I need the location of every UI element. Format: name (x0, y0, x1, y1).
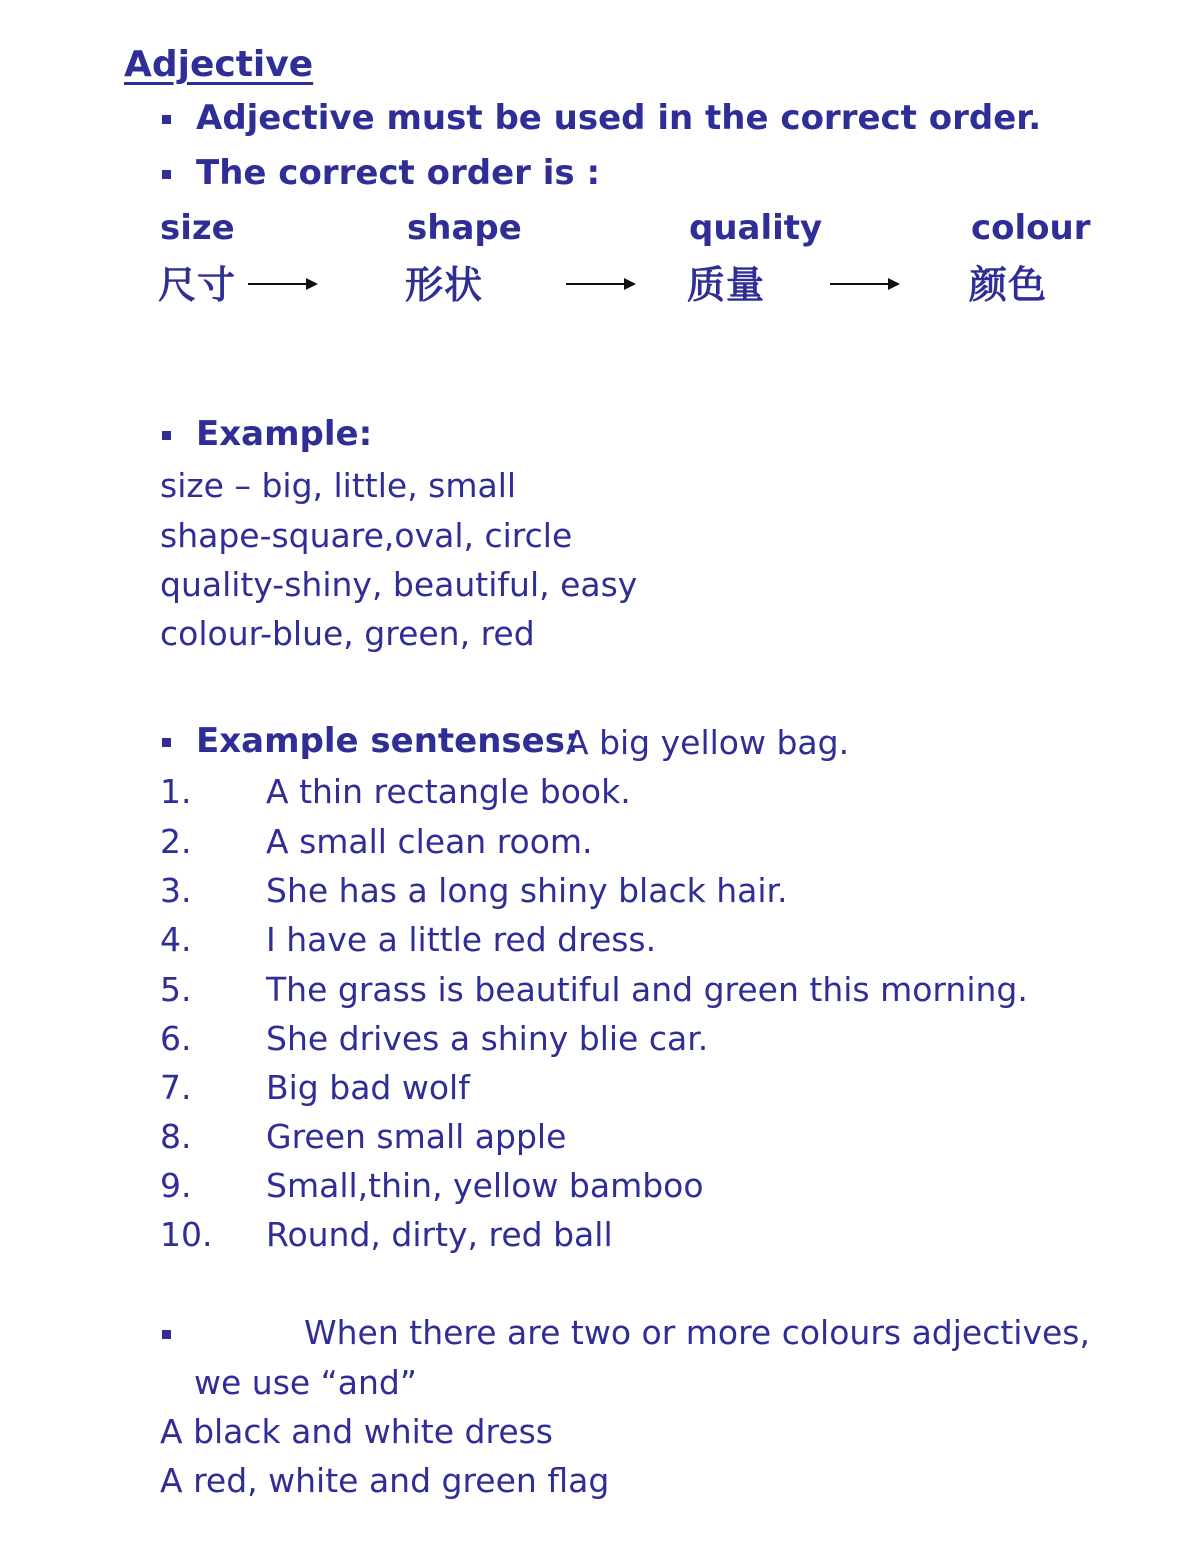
list-item: Round, dirty, red ball (266, 1215, 613, 1254)
list-item-number: 9. (160, 1166, 192, 1205)
list-item: Green small apple (266, 1117, 567, 1156)
bullet-marker (162, 170, 171, 179)
rule-bullet-2: The correct order is : (196, 153, 601, 193)
bullet-marker (162, 115, 171, 124)
example-line: colour-blue, green, red (160, 614, 535, 653)
order-shape-cn: 形状 (405, 263, 484, 307)
sentences-heading: Example sentenses: (196, 721, 579, 761)
list-item-number: 7. (160, 1068, 192, 1107)
order-size-label: size (160, 208, 235, 248)
list-item: I have a little red dress. (266, 920, 657, 959)
example-line: size – big, little, small (160, 466, 517, 505)
list-item-number: 2. (160, 822, 192, 861)
list-item: The grass is beautiful and green this morning. (266, 970, 1028, 1009)
list-item-number: 3. (160, 871, 192, 910)
list-item-number: 10. (160, 1215, 213, 1254)
rule-bullet-1: Adjective must be used in the correct order. (196, 98, 1042, 138)
list-item-number: 5. (160, 970, 192, 1009)
list-item-number: 1. (160, 772, 192, 811)
arrow-icon (830, 283, 898, 285)
colours-note-line2: we use “and” (194, 1363, 417, 1402)
bullet-marker (162, 738, 171, 747)
order-colour-cn: 颜色 (969, 263, 1048, 307)
order-colour-label: colour (971, 208, 1091, 248)
colours-example: A black and white dress (160, 1412, 554, 1451)
list-item: She has a long shiny black hair. (266, 871, 788, 910)
example-line: shape-square,oval, circle (160, 516, 573, 555)
list-item: A small clean room. (266, 822, 593, 861)
list-item: Big bad wolf (266, 1068, 470, 1107)
list-item-number: 4. (160, 920, 192, 959)
list-item: She drives a shiny blie car. (266, 1019, 709, 1058)
list-item: Small,thin, yellow bamboo (266, 1166, 704, 1205)
list-item-number: 6. (160, 1019, 192, 1058)
colours-example: A red, white and green flag (160, 1461, 610, 1500)
colours-note-line1: When there are two or more colours adjectives, (304, 1313, 1090, 1352)
order-size-cn: 尺寸 (158, 263, 237, 307)
list-item-number: 8. (160, 1117, 192, 1156)
bullet-marker (162, 431, 171, 440)
example-line: quality-shiny, beautiful, easy (160, 565, 638, 604)
order-quality-cn: 质量 (687, 263, 766, 307)
page-title: Adjective (124, 44, 314, 85)
example-heading: Example: (196, 414, 373, 454)
arrow-icon (248, 283, 316, 285)
sentences-lead: A big yellow bag. (566, 723, 850, 762)
order-quality-label: quality (689, 208, 823, 248)
bullet-marker (162, 1330, 171, 1339)
order-shape-label: shape (407, 208, 522, 248)
list-item: A thin rectangle book. (266, 772, 631, 811)
arrow-icon (566, 283, 634, 285)
